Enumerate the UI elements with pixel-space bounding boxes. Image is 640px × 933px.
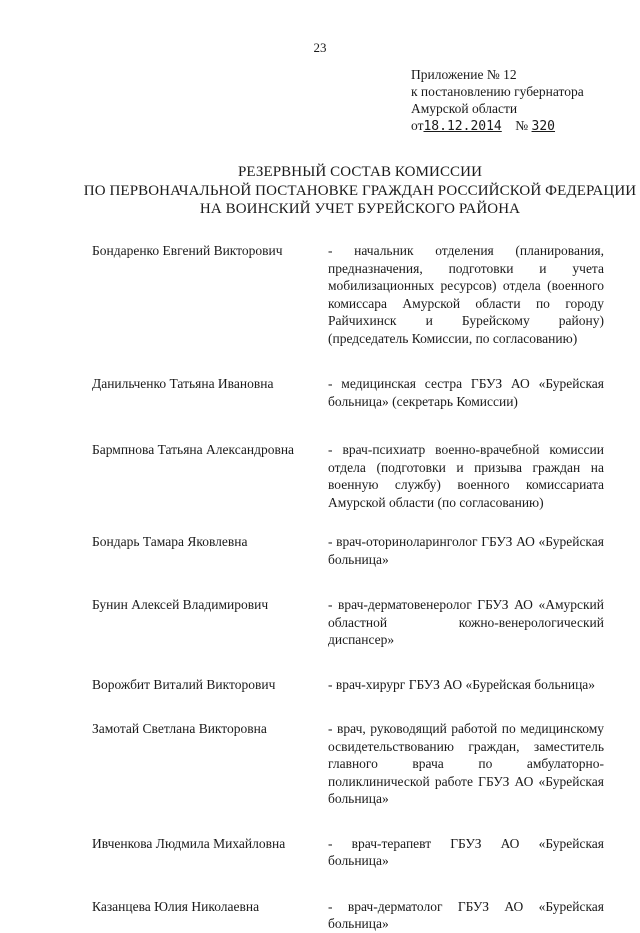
member-name: Бондаренко Евгений Викторович bbox=[92, 243, 283, 258]
member-row bbox=[92, 720, 604, 808]
member-row bbox=[92, 441, 604, 511]
member-role: - врач-оториноларинголог ГБУЗ АО «Бурейская больница» bbox=[328, 534, 604, 567]
member-role: - врач-психиатр военно-врачебной комиссии отдела (подготовки и призыва граждан на военную службу) военного комиссариата Амурской области (по согласованию) bbox=[328, 442, 604, 510]
member-row bbox=[92, 835, 604, 870]
member-role: - врач-хирург ГБУЗ АО «Бурейская больница» bbox=[328, 676, 596, 692]
member-role: - врач-дерматолог ГБУЗ АО «Бурейская больница» bbox=[328, 898, 604, 931]
appendix-block bbox=[411, 66, 621, 135]
appendix-line-1: к постановлению губернатора bbox=[411, 84, 584, 99]
appendix-number-prefix: № bbox=[515, 118, 529, 133]
heading-line-1: РЕЗЕРВНЫЙ СОСТАВ КОМИССИИ bbox=[237, 164, 483, 180]
member-name: Данильченко Татьяна Ивановна bbox=[92, 376, 274, 391]
member-name: Ворожбит Виталий Викторович bbox=[92, 676, 276, 692]
member-role: - врач-терапевт ГБУЗ АО «Бурейская больница» bbox=[328, 835, 604, 868]
member-row bbox=[92, 533, 604, 568]
appendix-date-line bbox=[411, 117, 621, 135]
heading-line-3: НА ВОИНСКИЙ УЧЕТ БУРЕЙСКОГО РАЙОНА bbox=[199, 201, 521, 217]
appendix-line-2: Амурской области bbox=[411, 101, 518, 116]
appendix-title: Приложение № 12 bbox=[411, 67, 517, 82]
member-name: Бармпнова Татьяна Александровна bbox=[92, 442, 295, 457]
member-role: - врач, руководящий работой по медицинскому освидетельствованию граждан, заместитель главного врача по амбулаторно-поликлинической работе ГБУЗ АО «Бурейская больница» bbox=[328, 721, 604, 806]
member-name: Казанцева Юлия Николаевна bbox=[92, 898, 260, 914]
appendix-number: 320 bbox=[531, 119, 556, 134]
member-role: - медицинская сестра ГБУЗ АО «Бурейская больница» (секретарь Комиссии) bbox=[328, 376, 604, 409]
member-row bbox=[92, 676, 604, 694]
member-name: Бунин Алексей Владимирович bbox=[92, 597, 269, 612]
appendix-date: 18.12.2014 bbox=[423, 119, 502, 134]
member-role: - врач-дерматовенеролог ГБУЗ АО «Амурский областной кожно-венерологический диспансер» bbox=[328, 597, 604, 647]
member-role: - начальник отделения (планирования, предназначения, подготовки и учета мобилизационных ресурсов) отдела (военного комиссара Амурской области по городу Райчихинск и Бурейскому району) (председатель Комиссии, по согласованию) bbox=[328, 243, 604, 346]
members-list bbox=[92, 242, 604, 933]
member-row bbox=[92, 242, 604, 347]
member-name: Бондарь Тамара Яковлевна bbox=[92, 534, 248, 549]
member-row bbox=[92, 375, 604, 410]
member-row bbox=[92, 898, 604, 933]
member-row bbox=[92, 596, 604, 649]
member-name: Ивченкова Людмила Михайловна bbox=[92, 835, 286, 851]
appendix-date-prefix: от bbox=[411, 118, 424, 133]
heading-line-2: ПО ПЕРВОНАЧАЛЬНОЙ ПОСТАНОВКЕ ГРАЖДАН РОССИЙСКОЙ ФЕДЕРАЦИИ bbox=[83, 182, 637, 199]
page-number: 23 bbox=[313, 40, 327, 55]
document-heading bbox=[0, 163, 640, 219]
member-name: Замотай Светлана Викторовна bbox=[92, 721, 267, 736]
